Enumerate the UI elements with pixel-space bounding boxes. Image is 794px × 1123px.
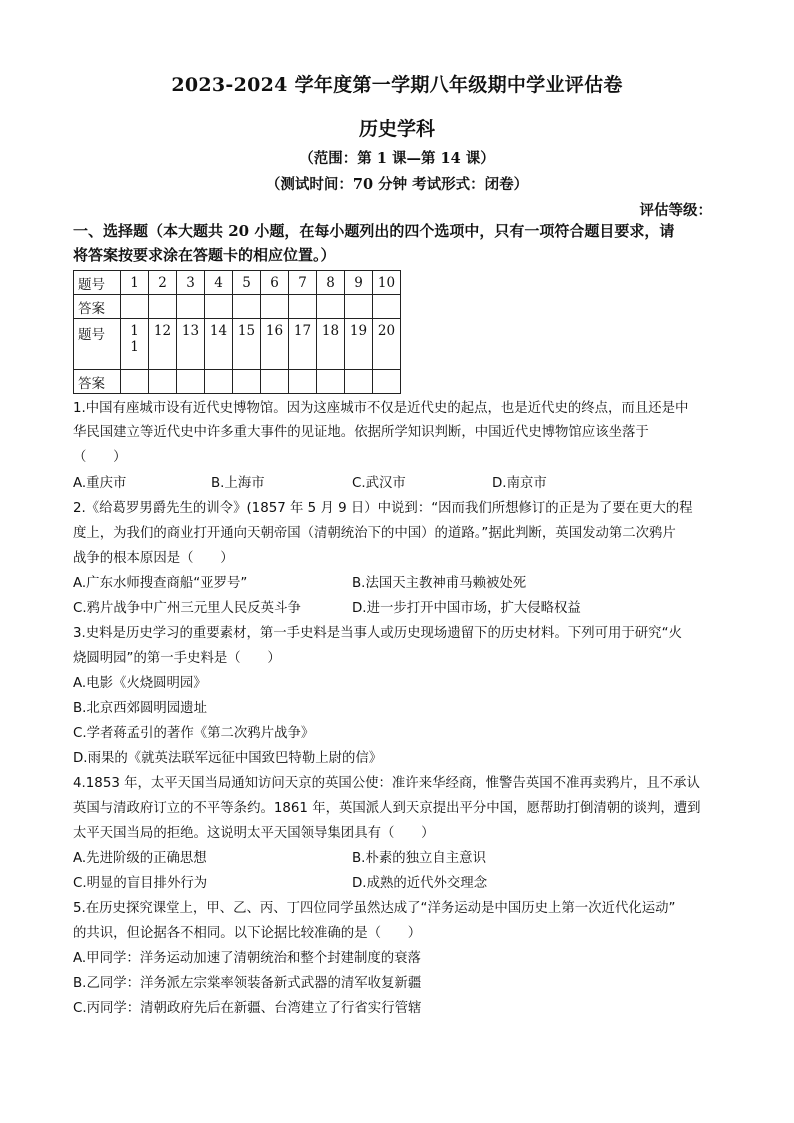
question-3-option-a[interactable]: A.电影《火烧圆明园》 [73, 676, 207, 691]
question-2-line3: 战争的根本原因是（ ） [73, 551, 234, 566]
table-cell: 9 [345, 271, 373, 295]
answer-cell[interactable] [149, 295, 177, 319]
table-row [74, 370, 401, 394]
answer-cell[interactable] [233, 370, 261, 394]
question-2-option-b[interactable]: B.法国天主教神甫马赖被处死 [352, 576, 527, 591]
answer-cell[interactable] [233, 295, 261, 319]
answer-cell[interactable] [205, 295, 233, 319]
table-cell-label: 题号 [74, 271, 121, 295]
answer-cell[interactable] [373, 295, 401, 319]
question-3-line1: 3.史料是历史学习的重要素材，第一手史料是当事人或历史现场遗留下的历史材料。下列可用于研究“火 [73, 626, 682, 641]
question-4-option-c[interactable]: C.明显的盲目排外行为 [73, 876, 208, 891]
answer-cell[interactable] [345, 370, 373, 394]
table-row [74, 271, 401, 295]
answer-cell[interactable] [345, 295, 373, 319]
table-cell: 20 [373, 319, 401, 370]
table-cell: 13 [177, 319, 205, 370]
table-row [74, 319, 401, 370]
answer-cell[interactable] [317, 295, 345, 319]
question-1-option-d[interactable]: D.南京市 [492, 476, 547, 491]
exam-info-line: （测试时间：70 分钟 考试形式：闭卷） [265, 176, 529, 193]
section-heading-line1: 一、选择题（本大题共 20 小题，在每小题列出的四个选项中，只有一项符合题目要求，请 [73, 222, 675, 240]
question-3-option-c[interactable]: C.学者蒋孟引的著作《第二次鸦片战争》 [73, 726, 315, 741]
table-cell-label: 答案 [74, 370, 121, 394]
answer-cell[interactable] [177, 295, 205, 319]
answer-cell[interactable] [121, 295, 149, 319]
question-1-line2: 华民国建立等近代史中许多重大事件的见证地。依据所学知识判断，中国近代史博物馆应该坐落于 [73, 425, 649, 440]
question-5-option-b[interactable]: B.乙同学：洋务派左宗棠率领装备新式武器的清军收复新疆 [73, 976, 422, 991]
question-5-option-a[interactable]: A.甲同学：洋务运动加速了清朝统治和整个封建制度的衰落 [73, 951, 421, 966]
table-cell: 1 [121, 271, 149, 295]
table-cell-label: 答案 [74, 295, 121, 319]
question-4-line1: 4.1853 年，太平天国当局通知访问天京的英国公使：准许来华经商，惟警告英国不准再卖鸦片，且不承认 [73, 776, 700, 791]
question-2-option-c[interactable]: C.鸦片战争中广州三元里人民反英斗争 [73, 601, 301, 616]
answer-cell[interactable] [205, 370, 233, 394]
table-cell: 8 [317, 271, 345, 295]
answer-cell[interactable] [177, 370, 205, 394]
section-heading-line2: 将答案按要求涂在答题卡的相应位置。） [73, 246, 336, 264]
scope-line: （范围：第 1 课—第 14 课） [299, 150, 495, 167]
question-2-line1: 2.《给葛罗男爵先生的训令》(1857 年 5 月 9 日）中说到：“因而我们所想修订的正是为了要在更大的程 [73, 501, 693, 516]
table-cell: 17 [289, 319, 317, 370]
answer-cell[interactable] [149, 370, 177, 394]
answer-cell[interactable] [261, 295, 289, 319]
table-cell: 5 [233, 271, 261, 295]
table-cell: 16 [261, 319, 289, 370]
answer-cell[interactable] [261, 370, 289, 394]
question-4-option-d[interactable]: D.成熟的近代外交理念 [352, 876, 488, 891]
table-cell: 15 [233, 319, 261, 370]
question-3-option-b[interactable]: B.北京西郊圆明园遗址 [73, 701, 207, 716]
question-1-line1: 1.中国有座城市设有近代史博物馆。因为这座城市不仅是近代史的起点，也是近代史的终点，而且还是中 [73, 401, 689, 416]
question-3-option-d[interactable]: D.雨果的《就英法联军远征中国致巴特勒上尉的信》 [73, 751, 383, 766]
question-1-line3: （ ） [73, 450, 127, 465]
table-cell: 10 [373, 271, 401, 295]
question-4-option-a[interactable]: A.先进阶级的正确思想 [73, 851, 207, 866]
question-2-line2: 度上，为我们的商业打开通向天朝帝国（清朝统治下的中国）的道路。”据此判断，英国发动第二次鸦片 [73, 526, 676, 541]
question-1-option-a[interactable]: A.重庆市 [73, 476, 127, 491]
table-cell: 12 [149, 319, 177, 370]
question-1-option-b[interactable]: B.上海市 [211, 476, 265, 491]
question-5-line2: 的共识，但论据各不相同。以下论据比较准确的是（ ） [73, 926, 422, 941]
answer-cell[interactable] [289, 295, 317, 319]
grade-label: 评估等级： [639, 202, 712, 219]
question-5-line1: 5.在历史探究课堂上，甲、乙、丙、丁四位同学虽然达成了“洋务运动是中国历史上第一次近代化运动” [73, 901, 676, 916]
answer-cell[interactable] [373, 370, 401, 394]
answer-table [73, 270, 401, 394]
question-4-line2: 英国与清政府订立的不平等条约。1861 年，英国派人到天京提出平分中国，愿帮助打倒清朝的谈判，遭到 [73, 801, 701, 816]
question-2-option-d[interactable]: D.进一步打开中国市场，扩大侵略权益 [352, 601, 581, 616]
table-cell: 14 [205, 319, 233, 370]
question-2-option-a[interactable]: A.广东水师搜查商船“亚罗号” [73, 576, 248, 591]
subject-title: 历史学科 [358, 118, 435, 140]
question-1-option-c[interactable]: C.武汉市 [352, 476, 406, 491]
table-cell: 18 [317, 319, 345, 370]
table-row [74, 295, 401, 319]
question-4-line3: 太平天国当局的拒绝。这说明太平天国领导集团具有（ ） [73, 826, 435, 841]
table-cell-digit: 1 [130, 323, 139, 339]
table-cell: 4 [205, 271, 233, 295]
question-4-option-b[interactable]: B.朴素的独立自主意识 [352, 851, 486, 866]
answer-cell[interactable] [289, 370, 317, 394]
table-cell-digit: 1 [130, 339, 139, 355]
table-cell: 19 [345, 319, 373, 370]
table-cell [121, 319, 149, 370]
answer-cell[interactable] [317, 370, 345, 394]
question-3-line2: 烧圆明园”的第一手史料是（ ） [73, 651, 281, 666]
table-cell: 6 [261, 271, 289, 295]
table-cell: 2 [149, 271, 177, 295]
answer-cell[interactable] [121, 370, 149, 394]
table-cell: 3 [177, 271, 205, 295]
exam-title: 2023-2024 学年度第一学期八年级期中学业评估卷 [171, 74, 623, 96]
question-5-option-c[interactable]: C.丙同学：清朝政府先后在新疆、台湾建立了行省实行管辖 [73, 1001, 422, 1016]
table-cell-label: 题号 [74, 319, 121, 370]
table-cell: 7 [289, 271, 317, 295]
